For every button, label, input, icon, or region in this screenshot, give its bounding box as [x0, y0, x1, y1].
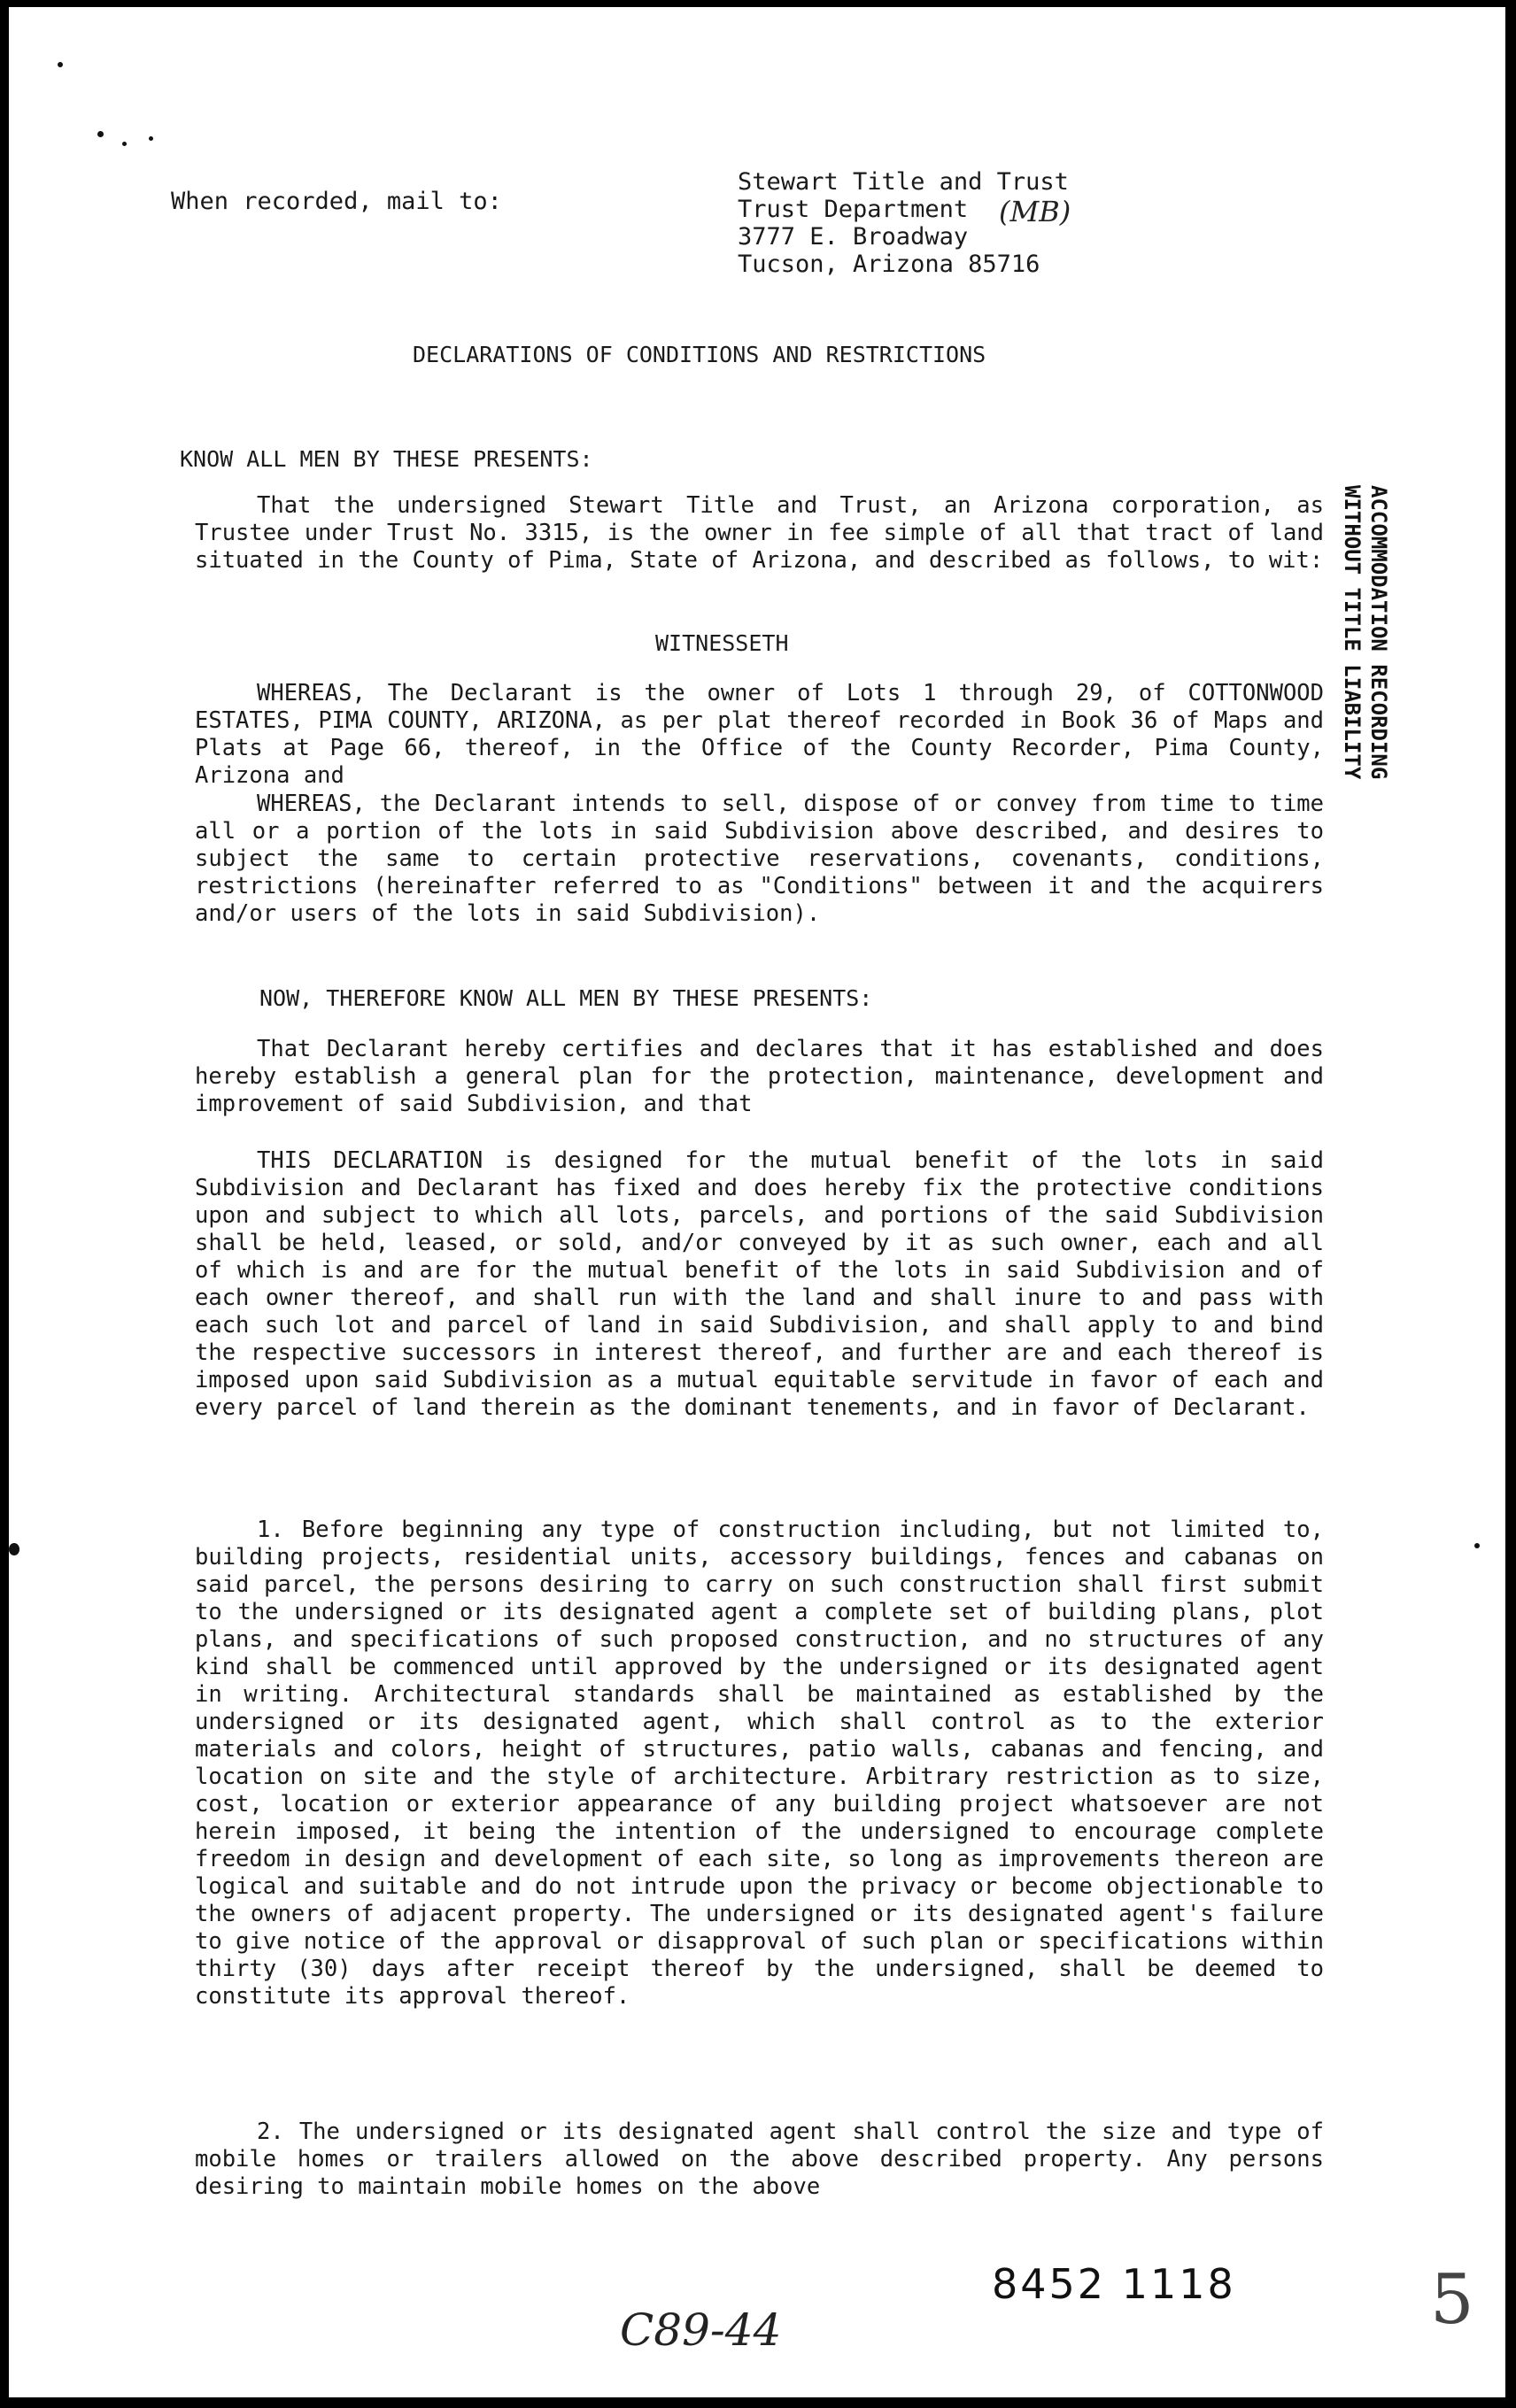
paragraph-item-2: [195, 2119, 1324, 2201]
scan-speck: [1474, 1543, 1480, 1548]
scan-speck: [122, 142, 127, 146]
scan-speck: [58, 62, 63, 67]
paragraph-text: 2. The undersigned or its designated agent shall control the size and type of mobile homes or trailers allowed on the above described property. Any persons desiring to maintain mobile homes on the above: [195, 2119, 1324, 2200]
paper-sheet: [9, 7, 1505, 2397]
paragraph-whereas-1: [195, 680, 1324, 790]
handwritten-page-number: 5: [1430, 2260, 1474, 2340]
paragraph-text: THIS DECLARATION is designed for the mutual benefit of the lots in said Subdivision and Declarant has fixed and does hereby fix the protective conditions upon and subject to which all lots, parcels, and portions of the said Subdivision shall be held, leased, or sold, and/or conveyed by it as such owner, each and all of which is and are for the mutual benefit of the lots in said Subdivision and of each owner thereof, and shall run with the land and shall inure to and pass with each such lot and parcel of land in said Subdivision, and shall apply to and bind the respective successors in interest thereof, and further are and each thereof is imposed upon said Subdivision as a mutual equitable servitude in favor of each and every parcel of land therein as the dominant tenements, and in favor of Declarant.: [195, 1147, 1324, 1421]
handwritten-code: C89-44: [620, 2304, 782, 2356]
paragraph-text: That the undersigned Stewart Title and Trust, an Arizona corporation, as Trustee under Trust No. 3315, is the owner in fee simple of all that tract of land situated in the County of Pima, State of Arizona, and described as follows, to wit:: [195, 492, 1324, 574]
stamp-line: ACCOMMODATION RECORDING: [1366, 485, 1391, 780]
scan-speck: [9, 1543, 19, 1555]
paragraph-whereas-2: [195, 791, 1324, 928]
paragraph-item-1: [195, 1517, 1324, 2011]
address-line: Trust Department: [738, 196, 969, 223]
address-line: Tucson, Arizona 85716: [738, 251, 1040, 278]
document-title: DECLARATIONS OF CONDITIONS AND RESTRICTIONS: [413, 342, 986, 367]
mail-to-label: When recorded, mail to:: [171, 188, 502, 215]
stamp-line: WITHOUT TITLE LIABILITY: [1340, 485, 1365, 780]
heading-witnesseth: WITNESSETH: [655, 630, 789, 656]
handwritten-initials: (MB): [999, 195, 1071, 228]
paragraph-text: WHEREAS, the Declarant intends to sell, dispose of or convey from time to time all or a portion of the lots in said Subdivision above described, and desires to subject the same to certain protective reservations, covenants, conditions, restrictions (hereinafter referred to as "Conditions" between it and the acquirers and/or users of the lots in said Subdivision).: [195, 791, 1324, 927]
paragraph-intro: [195, 492, 1324, 575]
paragraph-this-declaration: [195, 1147, 1324, 1422]
address-line: 3777 E. Broadway: [738, 223, 969, 251]
paragraph-declarant: [195, 1036, 1324, 1118]
paragraph-text: WHEREAS, The Declarant is the owner of Lots 1 through 29, of COTTONWOOD ESTATES, PIMA COUNTY, ARIZONA, as per plat thereof recorded in Book 36 of Maps and Plats at Page 66, thereof, in the Office of the County Recorder, Pima County, Arizona and: [195, 680, 1324, 789]
recording-number: 8452 1118: [992, 2260, 1236, 2308]
side-stamp: [1339, 485, 1392, 779]
address-line: Stewart Title and Trust: [738, 168, 1069, 196]
heading-now-therefore: NOW, THEREFORE KNOW ALL MEN BY THESE PRESENTS:: [259, 985, 873, 1011]
paragraph-text: That Declarant hereby certifies and declares that it has established and does hereby establish a general plan for the protection, maintenance, development and improvement of said Subdivision, and that: [195, 1036, 1324, 1117]
scan-speck: [149, 136, 153, 141]
heading-know-all: KNOW ALL MEN BY THESE PRESENTS:: [180, 446, 593, 472]
paragraph-text: 1. Before beginning any type of construction including, but not limited to, building projects, residential units, accessory buildings, fences and cabanas on said parcel, the persons desiring to carry on such construction shall first submit to the undersigned or its designated agent a complete set of building plans, plot plans, and specifications of such proposed construction, and no structures of any kind shall be commenced until approved by the undersigned or its designated agent in writing. Architectural standards shall be maintained as established by the undersigned or its designated agent, which shall control as to the exterior materials and colors, height of structures, patio walls, cabanas and fencing, and location on site and the style of architecture. Arbitrary restriction as to size, cost, location or exterior appearance of any building project whatsoever are not herein imposed, it being the intention of the undersigned to encourage complete freedom in design and development of each site, so long as improvements thereon are logical and suitable and do not intrude upon the privacy or become objectionable to the owners of adjacent property. The undersigned or its designated agent's failure to give notice of the approval or disapproval of such plan or specifications within thirty (30) days after receipt thereof by the undersigned, shall be deemed to constitute its approval thereof.: [195, 1517, 1324, 2010]
scan-speck: [97, 131, 104, 137]
